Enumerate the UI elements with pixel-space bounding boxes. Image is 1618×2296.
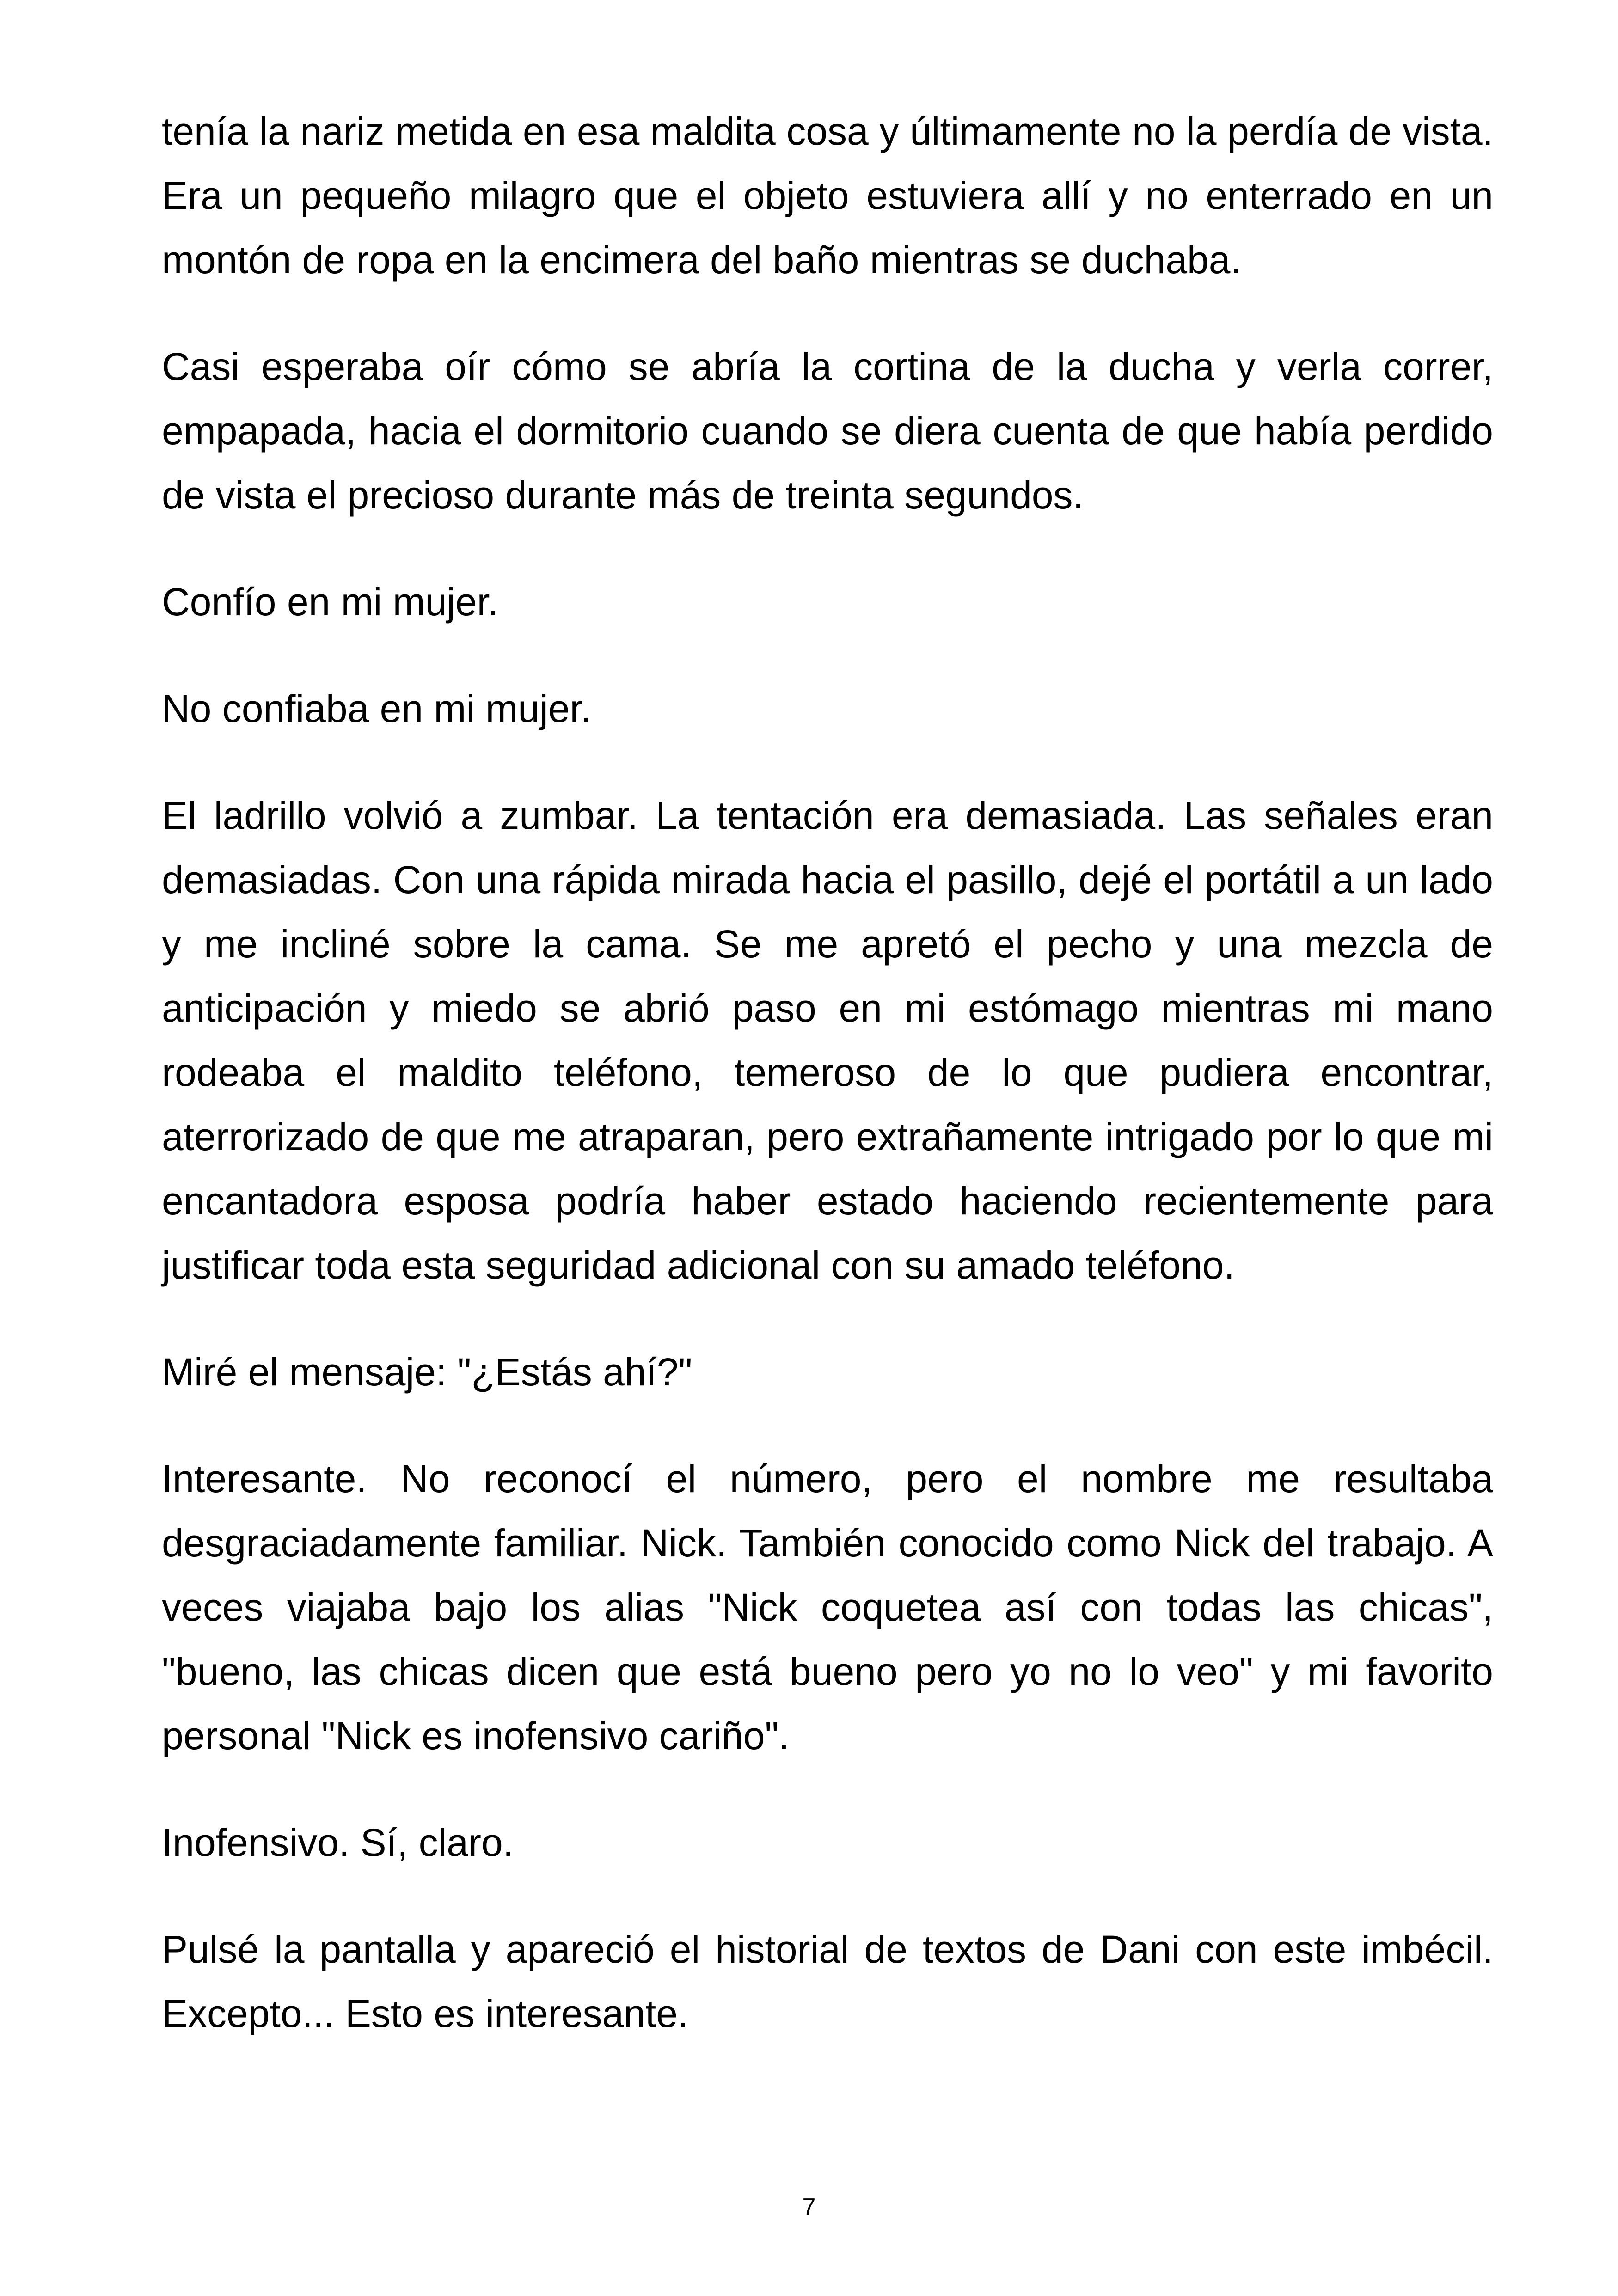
paragraph-9: Pulsé la pantalla y apareció el historial de textos de Dani con este imbécil. Excepto... Esto es interesante. [162, 1928, 1493, 2035]
paragraph-3: Confío en mi mujer. [162, 580, 499, 624]
paragraph-5: El ladrillo volvió a zumbar. La tentación era demasiada. Las señales eran demasiadas. Con una rápida mirada hacia el pasillo, dejé el portátil a un lado y me incliné sobre la cama. Se me apretó el pecho y una mezcla de anticipación y miedo se abrió paso en mi estómago mientras mi mano rodeaba el maldito teléfono, temeroso de lo que pudiera encontrar, aterrorizado de que me atraparan, pero extrañamente intrigado por lo que mi encantadora esposa podría haber estado haciendo recientemente para justificar toda esta seguridad adicional con su amado teléfono. [162, 794, 1493, 1287]
paragraph-6: Miré el mensaje: "¿Estás ahí?" [162, 1350, 693, 1394]
paragraph-2: Casi esperaba oír cómo se abría la cortina de la ducha y verla correr, empapada, hacia el dormitorio cuando se diera cuenta de que había perdido de vista el precioso durante más de treinta segundos. [162, 345, 1493, 517]
paragraph-1: tenía la nariz metida en esa maldita cosa y últimamente no la perdía de vista. Era un pequeño milagro que el objeto estuviera allí y no enterrado en un montón de ropa en la encimera del baño mientras se duchaba. [162, 110, 1493, 282]
page-number: 7 [802, 2194, 816, 2221]
paragraph-8: Inofensivo. Sí, claro. [162, 1821, 514, 1864]
paragraph-4: No confiaba en mi mujer. [162, 687, 592, 730]
text-body [162, 99, 1493, 2046]
paragraph-7: Interesante. No reconocí el número, pero el nombre me resultaba desgraciadamente familiar. Nick. También conocido como Nick del trabajo. A veces viajaba bajo los alias "Nick coquetea así con todas las chicas", "bueno, las chicas dicen que está bueno pero yo no lo veo" y mi favorito personal "Nick es inofensivo cariño". [162, 1457, 1493, 1757]
